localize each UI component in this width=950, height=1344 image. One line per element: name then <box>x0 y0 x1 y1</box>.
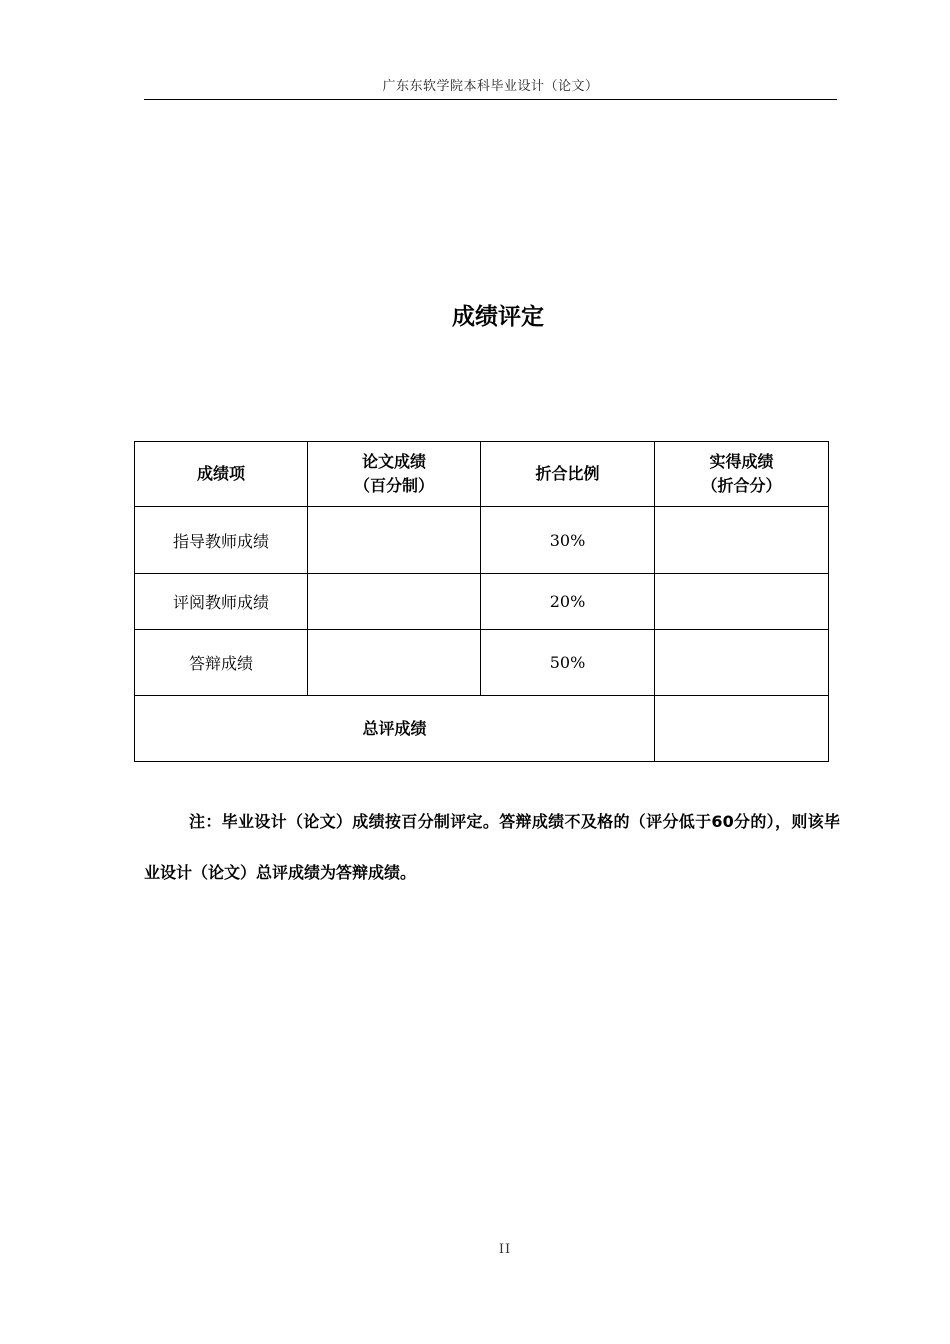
header-rule <box>144 99 837 100</box>
running-header: 广东东软学院本科毕业设计（论文） <box>382 79 599 94</box>
column-header-actual-line: 实得成绩 <box>709 452 774 471</box>
cell-score-defense[interactable] <box>308 630 481 696</box>
page-number: II <box>498 1242 512 1257</box>
column-header-score <box>308 442 481 507</box>
cell-total-actual[interactable] <box>655 696 829 762</box>
total-label: 总评成绩 <box>135 696 655 762</box>
column-header-actual <box>655 442 829 507</box>
row-label-reviewer: 评阅教师成绩 <box>135 574 308 630</box>
column-header-item <box>135 442 308 507</box>
grading-note: 注：毕业设计（论文）成绩按百分制评定。答辩成绩不及格的（评分低于60分的），则该毕业设计（论文）总评成绩为答辩成绩。 <box>144 812 840 882</box>
column-header-ratio-line: 折合比例 <box>535 464 600 483</box>
cell-score-reviewer[interactable] <box>308 574 481 630</box>
table-row <box>135 630 829 696</box>
cell-ratio-reviewer: 20% <box>481 574 655 630</box>
cell-score-advisor[interactable] <box>308 507 481 574</box>
cell-actual-reviewer[interactable] <box>655 574 829 630</box>
column-header-item-line: 成绩项 <box>196 464 245 483</box>
column-header-ratio <box>481 442 655 507</box>
grade-table <box>134 441 829 762</box>
table-row <box>135 574 829 630</box>
row-label-advisor: 指导教师成绩 <box>135 507 308 574</box>
column-header-actual-subline: （折合分） <box>701 476 782 495</box>
table-row <box>135 507 829 574</box>
table-total-row <box>135 696 829 762</box>
column-header-score-line: 论文成绩 <box>361 452 426 471</box>
cell-actual-defense[interactable] <box>655 630 829 696</box>
cell-ratio-defense: 50% <box>481 630 655 696</box>
column-header-score-subline: （百分制） <box>353 476 434 495</box>
cell-ratio-advisor: 30% <box>481 507 655 574</box>
table-header-row <box>135 442 829 507</box>
cell-actual-advisor[interactable] <box>655 507 829 574</box>
page-title: 成绩评定 <box>452 304 544 330</box>
row-label-defense: 答辩成绩 <box>135 630 308 696</box>
